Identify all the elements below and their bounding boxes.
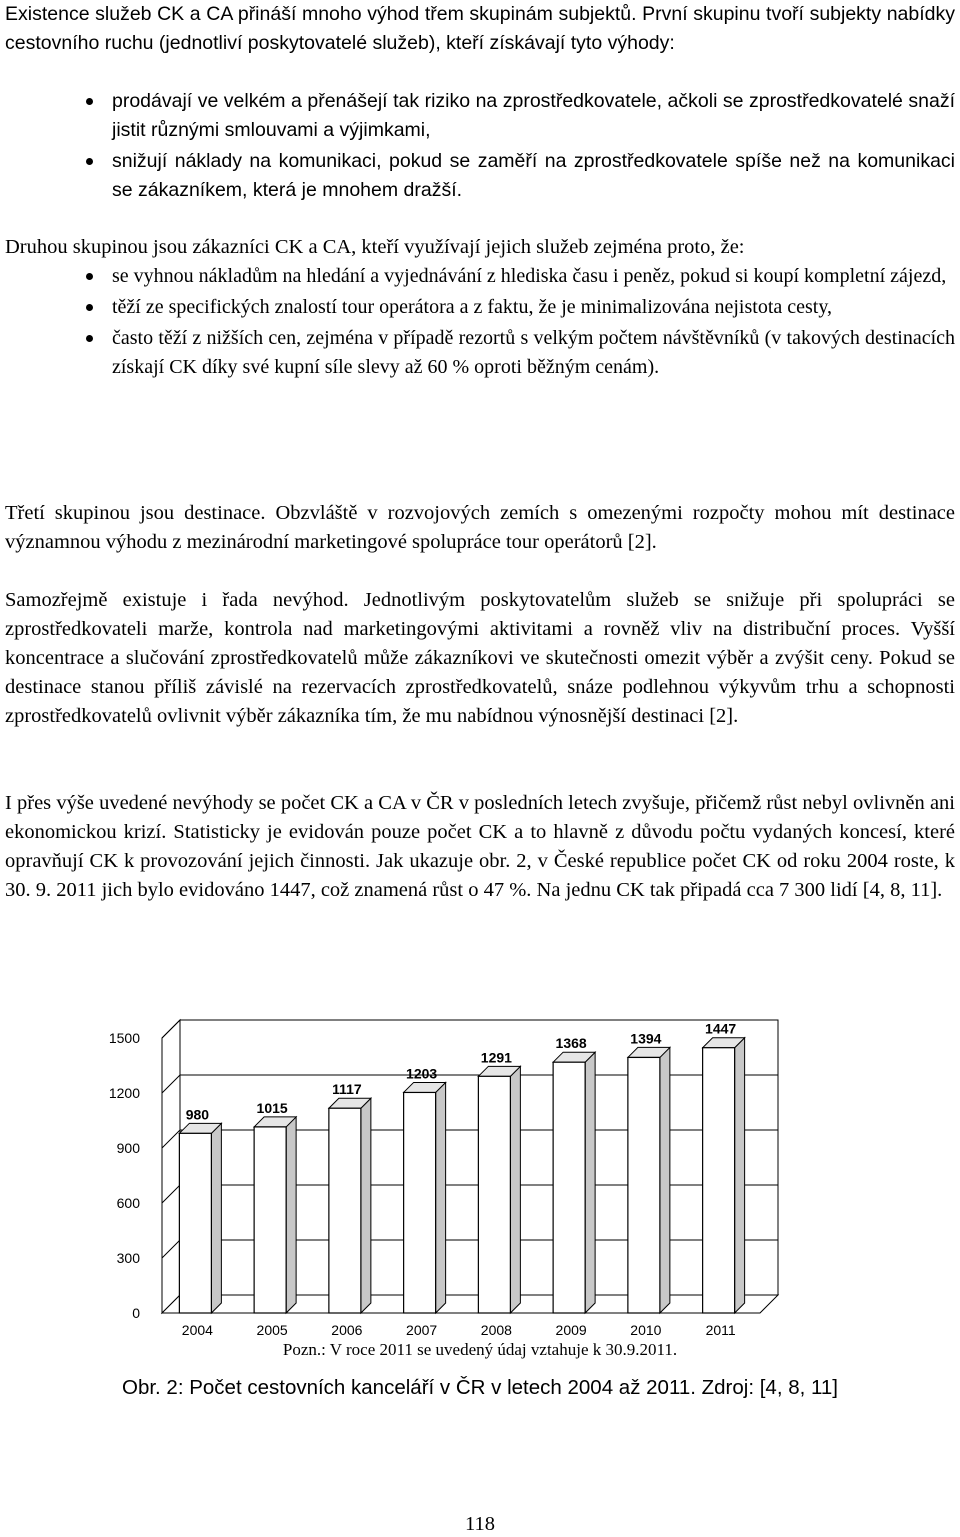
bar-2005 xyxy=(254,1127,286,1313)
data-label: 1368 xyxy=(555,1035,587,1052)
list-item: často těží z nižších cen, zejména v případě rezortů s velkým počtem návštěvníků (v takových destinacích získají CK díky své kupní síle slevy až 60 % oproti běžným cenám). xyxy=(0,324,955,382)
page-number: 118 xyxy=(465,1513,495,1535)
x-tick-label: 2007 xyxy=(406,1322,438,1338)
disadvantages-paragraph: Samozřejmě existuje i řada nevýhod. Jednotlivým poskytovatelům služeb se snižuje při spolupráci se zprostředkovateli marže, kontrola nad marketingovými aktivitami a rovněž vliv na distribuční proces. Vyšší koncentrace a slučování zprostředkovatelů může zákazníkovi ve skutečnosti omezit výběr a zvýšit ceny. Pokud se destinace stanou příliš závislé na rezervacích zprostředkovatelů, snáze podlehnou výkyvům trhu a schopnosti zprostředkovatelů ovlivnit výběr zákazníka tím, že mu nabídnou výnosnější destinaci [2]. xyxy=(5,589,955,727)
bar-2007 xyxy=(404,1092,436,1313)
x-tick-label: 2008 xyxy=(480,1322,512,1338)
y-tick-label: 0 xyxy=(132,1305,140,1321)
benefits-list-customers xyxy=(0,262,955,384)
bullet-icon xyxy=(86,98,93,105)
data-label: 1015 xyxy=(256,1099,288,1116)
x-tick-label: 2010 xyxy=(630,1322,662,1338)
bar-2011 xyxy=(703,1048,735,1313)
figure-caption: Obr. 2: Počet cestovních kanceláří v ČR v letech 2004 až 2011. Zdroj: [4, 8, 11] xyxy=(122,1376,838,1399)
chart-note: Pozn.: V roce 2011 se uvedený údaj vztahuje k 30.9.2011. xyxy=(282,1340,678,1359)
data-label: 980 xyxy=(185,1106,210,1123)
data-label: 1447 xyxy=(705,1020,737,1037)
y-tick-label: 300 xyxy=(116,1250,140,1266)
chart-side-wall xyxy=(162,1020,180,1313)
destinations-paragraph: Třetí skupinou jsou destinace. Obzvláště v rozvojových zemích s omezenými rozpočty mohou mít destinace významnou výhodu z mezinárodní marketingové spolupráce tour operátorů [2]. xyxy=(5,502,955,553)
bar-2008 xyxy=(478,1076,510,1313)
intro-paragraph: Existence služeb CK a CA přináší mnoho výhod třem skupinám subjektů. První skupinu tvoří subjekty nabídky cestovního ruchu (jednotliví poskytovatelé služeb), kteří získávají tyto výhody: xyxy=(5,3,955,54)
data-label: 1203 xyxy=(406,1065,438,1082)
y-tick-label: 1200 xyxy=(108,1085,140,1101)
growth-paragraph: I přes výše uvedené nevýhody se počet CK a CA v ČR v posledních letech zvyšuje, přičemž růst nebyl ovlivněn ani ekonomickou krizí. Statisticky je evidován pouze počet CK a to hlavně z důvodu počtu vydaných koncesí, které opravňují CK k provozování jejich činnosti. Jak ukazuje obr. 2, v České republice počet CK od roku 2004 roste, k 30. 9. 2011 jich bylo evidováno 1447, což znamená růst o 47 %. Na jednu CK tak připadá cca 7 300 lidí [4, 8, 11]. xyxy=(5,792,955,901)
x-tick-label: 2009 xyxy=(555,1322,587,1338)
y-tick-label: 1500 xyxy=(108,1030,140,1046)
bar-side xyxy=(735,1038,745,1313)
bar-side xyxy=(361,1098,371,1313)
list-item: těží ze specifických znalostí tour operátora a z faktu, že je minimalizována nejistota cesty, xyxy=(0,293,955,322)
bullet-icon xyxy=(86,304,93,311)
bar-side xyxy=(660,1047,670,1313)
list-item: snižují náklady na komunikaci, pokud se zaměří na zprostředkovatele spíše než na komunikaci se zákazníkem, která je mnohem dražší. xyxy=(0,147,955,205)
x-tick-label: 2011 xyxy=(705,1322,736,1338)
x-tick-label: 2006 xyxy=(331,1322,363,1338)
data-label: 1394 xyxy=(630,1030,662,1047)
x-tick-label: 2004 xyxy=(181,1322,213,1338)
bar-chart xyxy=(80,995,880,1345)
bar-side xyxy=(286,1117,296,1313)
bar-2009 xyxy=(553,1062,585,1313)
y-tick-label: 900 xyxy=(116,1140,140,1156)
data-label: 1291 xyxy=(480,1049,512,1066)
bar-2004 xyxy=(179,1133,211,1313)
chart-svg xyxy=(80,995,880,1345)
list-item: se vyhnou nákladům na hledání a vyjednávání z hlediska času i peněz, pokud si koupí kompletní zájezd, xyxy=(0,262,955,291)
x-tick-label: 2005 xyxy=(256,1322,288,1338)
bullet-icon xyxy=(86,158,93,165)
y-tick-label: 600 xyxy=(116,1195,140,1211)
bar-2010 xyxy=(628,1057,660,1313)
bar-2006 xyxy=(329,1108,361,1313)
bar-side xyxy=(510,1066,520,1313)
bar-side xyxy=(436,1082,446,1313)
bar-side xyxy=(211,1123,221,1313)
data-label: 1117 xyxy=(332,1081,362,1098)
bullet-icon xyxy=(86,273,93,280)
list-item: prodávají ve velkém a přenášejí tak riziko na zprostředkovatele, ačkoli se zprostředkovatelé snaží jistit různými smlouvami a výjimkami, xyxy=(0,87,955,145)
bullet-icon xyxy=(86,335,93,342)
benefits-list-providers xyxy=(0,87,955,207)
customers-paragraph: Druhou skupinou jsou zákazníci CK a CA, kteří využívají jejich služeb zejména proto, že: xyxy=(5,236,745,258)
bar-side xyxy=(585,1052,595,1313)
